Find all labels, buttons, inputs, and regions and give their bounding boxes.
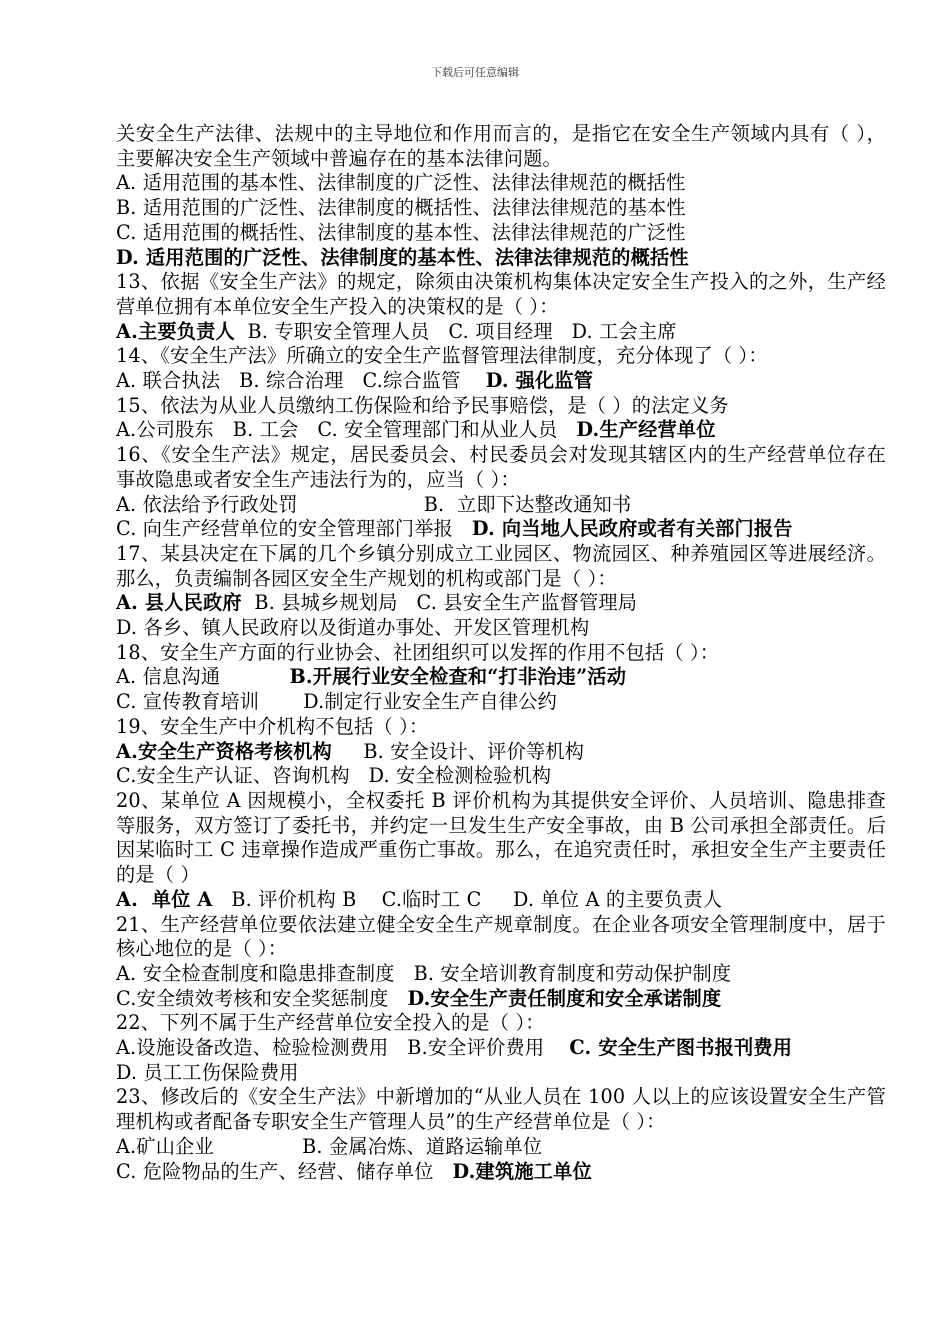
text-line [116, 320, 886, 345]
line-text: D. 员工工伤保险费用 [116, 1060, 299, 1084]
text-line [116, 270, 886, 319]
line-text: C.安全绩效考核和安全奖惩制度 [116, 986, 408, 1010]
text-line [116, 517, 886, 542]
answer-text: D.安全生产责任制度和安全承诺制度 [407, 986, 722, 1010]
text-line [116, 443, 886, 492]
line-text: C. 危险物品的生产、经营、储存单位 [116, 1159, 453, 1183]
line-text: 16、《安全生产法》规定，居民委员会、村民委员会对发现其辖区内的生产经营单位存在事故隐患或者安全生产违法行为的，应当（ ）： [116, 443, 886, 491]
text-line [116, 764, 886, 789]
line-text: 21、生产经营单位要依法建立健全安全生产规章制度。在企业各项安全管理制度中，居于核心地位的是（ ）： [116, 912, 886, 961]
answer-text: A.安全生产资格考核机构 [116, 739, 332, 763]
text-line [116, 591, 886, 616]
text-line [116, 1011, 886, 1036]
text-line [116, 690, 886, 715]
line-text: A. 依法给予行政处罚 B. 立即下达整改通知书 [116, 492, 632, 516]
text-line [116, 196, 886, 221]
answer-text: A. 县人民政府 [116, 591, 242, 615]
line-text: 20、某单位 A 因规模小，全权委托 B 评价机构为其提供安全评价、人员培训、隐患排查等服务，双方签订了委托书，并约定一旦发生生产安全事故，由 B 公司承担全部责任。后因某临时工 C 违章操作造成严重伤亡事故。那么，在追究责任时，承担安全生产主要责任的是（ ） [116, 788, 886, 887]
line-text: C.安全生产认证、咨询机构 D. 安全检测检验机构 [116, 764, 552, 788]
text-line [116, 1160, 886, 1185]
text-line [116, 789, 886, 888]
line-text: C. 向生产经营单位的安全管理部门举报 [116, 517, 472, 541]
text-line [116, 1061, 886, 1086]
text-line [116, 493, 886, 518]
line-text: C. 宣传教育培训 D.制定行业安全生产自律公约 [116, 690, 558, 714]
answer-text: D. 强化监管 [485, 369, 594, 393]
answer-text: A.主要负责人 [116, 319, 235, 343]
answer-text: B.开展行业安全检查和“打非治违”活动 [289, 665, 627, 689]
line-text: B. 安全设计、评价等机构 [331, 739, 585, 763]
line-text: A.矿山企业 B. 金属冶炼、道路运输单位 [116, 1134, 543, 1158]
text-line [116, 665, 886, 690]
text-line [116, 641, 886, 666]
text-line [116, 171, 886, 196]
line-text: B. 县城乡规划局 C. 县安全生产监督管理局 [241, 591, 638, 615]
line-text: 18、安全生产方面的行业协会、社团组织可以发挥的作用不包括（ ）： [116, 640, 720, 664]
line-text: 17、某县决定在下属的几个乡镇分别成立工业园区、物流园区、种养殖园区等进展经济。那么，负责编制各园区安全生产规划的机构或部门是（ ）： [116, 541, 886, 590]
text-line [116, 616, 886, 641]
text-line [116, 542, 886, 591]
text-line [116, 418, 886, 443]
text-line [116, 740, 886, 765]
line-text: 14、《安全生产法》所确立的安全生产监督管理法律制度，充分体现了（ ）： [116, 344, 768, 368]
text-line [116, 715, 886, 740]
text-line [116, 1135, 886, 1160]
text-line [116, 122, 886, 171]
line-text: 23、修改后的《安全生产法》中新增加的“从业人员在 100 人以上的应该设置安全生产管理机构或者配备专职安全生产管理人员”的生产经营单位是（ ）： [116, 1085, 886, 1134]
line-text: 15、依法为从业人员缴纳工伤保险和给予民事赔偿，是（ ）的法定义务 [116, 393, 729, 417]
text-line [116, 221, 886, 246]
answer-text: C. 安全生产图书报刊费用 [569, 1036, 793, 1060]
line-text: A. 安全检查制度和隐患排查制度 B. 安全培训教育制度和劳动保护制度 [116, 961, 732, 985]
line-text: C. 适用范围的概括性、法律制度的基本性、法律法律规范的广泛性 [116, 220, 686, 244]
line-text: A.设施设备改造、检验检测费用 B.安全评价费用 [116, 1036, 570, 1060]
answer-text: D.生产经营单位 [576, 418, 716, 442]
answer-text: D. 适用范围的广泛性、法律制度的基本性、法律法律规范的概括性 [116, 245, 689, 269]
line-text: A. 适用范围的基本性、法律制度的广泛性、法律法律规范的概括性 [116, 171, 686, 195]
text-line [116, 344, 886, 369]
text-line [116, 1085, 886, 1134]
text-line [116, 913, 886, 962]
text-line [116, 246, 886, 271]
document-body [116, 122, 886, 1184]
text-line [116, 962, 886, 987]
line-text: A.公司股东 B. 工会 C. 安全管理部门和从业人员 [116, 418, 577, 442]
line-text: B. 评价机构 B C.临时工 C D. 单位 A 的主要负责人 [212, 887, 723, 911]
line-text: A. 联合执法 B. 综合治理 C.综合监管 [116, 369, 486, 393]
line-text: 13、依据《安全生产法》的规定，除须由决策机构集体决定安全生产投入的之外，生产经营单位拥有本单位安全生产投入的决策权的是（ ）： [116, 270, 886, 318]
line-text: D. 各乡、镇人民政府以及街道办事处、开发区管理机构 [116, 616, 590, 640]
text-line [116, 369, 886, 394]
line-text: 19、安全生产中介机构不包括（ ）： [116, 714, 429, 738]
line-text: B. 适用范围的广泛性、法律制度的概括性、法律法律规范的基本性 [116, 196, 686, 220]
line-text: B. 专职安全管理人员 C. 项目经理 D. 工会主席 [234, 319, 677, 343]
text-line [116, 987, 886, 1012]
line-text: 关安全生产法律、法规中的主导地位和作用而言的，是指它在安全生产领域内具有（ ），主要解决安全生产领域中普遍存在的基本法律问题。 [116, 122, 886, 170]
answer-text: D.建筑施工单位 [452, 1159, 592, 1183]
line-text: 22、下列不属于生产经营单位安全投入的是（ ）： [116, 1011, 545, 1035]
answer-text: A. 单位 A [116, 887, 213, 911]
page-header: 下载后可任意编辑 [431, 66, 519, 79]
answer-text: D. 向当地人民政府或者有关部门报告 [471, 517, 793, 541]
text-line [116, 394, 886, 419]
text-line [116, 1036, 886, 1061]
line-text: A. 信息沟通 [116, 665, 290, 689]
text-line [116, 888, 886, 913]
